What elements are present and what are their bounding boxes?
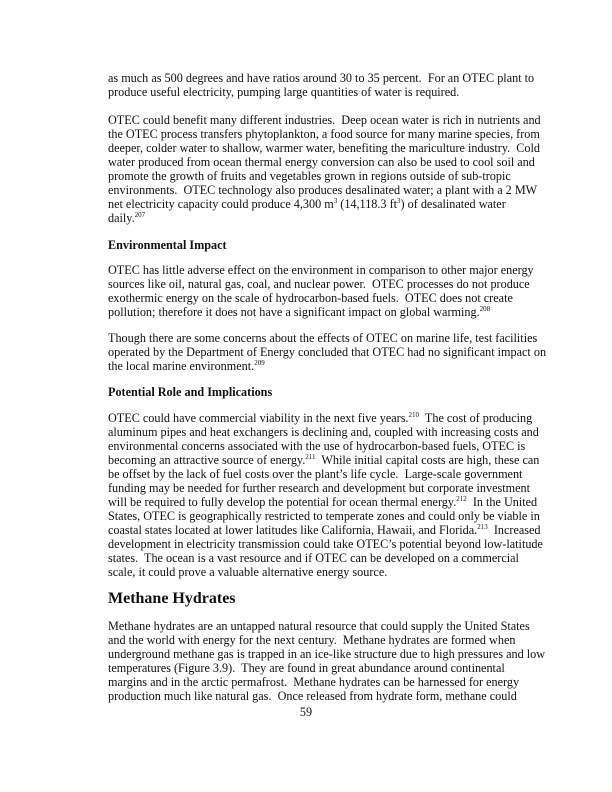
text-line: [108, 345, 547, 359]
text-run: (14,118.3 ft: [337, 197, 398, 211]
text-run: development in electricity transmission could take OTEC’s potential beyond low-latitude: [108, 537, 543, 551]
page-number: 59: [299, 705, 313, 719]
text-run: Methane hydrates are an untapped natural resource that could supply the United States: [108, 619, 530, 633]
text-run: environments. OTEC technology also produces desalinated water; a plant with a 2 MW: [108, 183, 538, 197]
paragraph: [108, 263, 534, 319]
text-run: Though there are some concerns about the effects of OTEC on marine life, test facilities: [108, 331, 538, 345]
text-line: [108, 481, 530, 495]
text-run: sources like oil, natural gas, coal, and nuclear power. OTEC processes do not produce: [108, 277, 530, 291]
text-line: [108, 155, 535, 169]
text-run: underground methane gas is trapped in an ice-like structure due to high pressures and low: [108, 647, 546, 661]
text-line: [108, 263, 534, 277]
text-line: [108, 633, 518, 647]
text-run: daily.: [108, 211, 135, 225]
text-line: [108, 127, 540, 141]
text-line: [108, 467, 523, 481]
text-run: OTEC could have commercial viability in the next five years.: [108, 411, 409, 425]
text-line: [108, 537, 543, 551]
footnote-ref: 3: [397, 197, 401, 205]
text-line: [108, 305, 518, 319]
footnote-ref: 3: [333, 197, 338, 205]
text-line: [108, 523, 541, 537]
text-run: will be required to fully develop the potential for ocean thermal energy.: [108, 495, 457, 509]
text-line: [108, 509, 540, 523]
text-line: [108, 291, 518, 305]
footnote-ref: 207: [134, 211, 146, 219]
paragraph: [108, 411, 543, 579]
section-subheading: Environmental Impact: [108, 238, 227, 252]
text-run: OTEC could benefit many different industries. Deep ocean water is rich in nutrients and: [108, 113, 541, 127]
text-line: [108, 197, 518, 211]
footnote-ref: 212: [456, 495, 467, 503]
text-line: [108, 141, 540, 155]
footnote-ref: 211: [305, 453, 316, 461]
paragraph: [108, 331, 547, 373]
text-line: [108, 277, 530, 291]
text-line: [108, 411, 533, 425]
text-line: [108, 619, 530, 633]
text-run: produce useful electricity, pumping large quantities of water is required.: [108, 85, 460, 99]
text-line: [108, 453, 540, 467]
text-run: pollution; therefore it does not have a significant impact on global warming.: [108, 305, 480, 319]
text-run: ) of desalinated water: [400, 197, 506, 211]
text-run: environmental concerns associated with the use of hydrocarbon-based fuels, OTEC is: [108, 439, 526, 453]
text-line: [108, 675, 518, 689]
text-line: [108, 169, 518, 183]
text-run: In the United: [466, 495, 538, 509]
paragraph: [108, 71, 535, 99]
text-line: [108, 331, 538, 345]
text-run: funding may be needed for further research and development but corporate investment: [108, 481, 530, 495]
text-run: temperatures (Figure 3.9). They are found in great abundance around continental: [108, 661, 505, 675]
text-run: the OTEC process transfers phytoplankton, a food source for many marine species, from: [108, 127, 540, 141]
text-run: production much like natural gas. Once released from hydrate form, methane could: [108, 689, 517, 703]
text-line: [108, 71, 535, 85]
text-run: net electricity capacity could produce 4,300 m: [108, 197, 334, 211]
paragraph: [108, 113, 541, 225]
text-line: [108, 113, 541, 127]
footnote-ref: 210: [408, 411, 420, 419]
text-run: be offset by the lack of fuel costs over the plant’s life cycle. Large-scale government: [108, 467, 523, 481]
text-line: [108, 551, 518, 565]
text-run: states. The ocean is a vast resource and if OTEC can be developed on a commercial: [108, 551, 519, 565]
text-run: promote the growth of fruits and vegetables grown in regions outside of sub-tropic: [108, 169, 511, 183]
text-run: OTEC has little adverse effect on the environment in comparison to other major energy: [108, 263, 534, 277]
section-subheading: Potential Role and Implications: [108, 385, 273, 399]
text-line: [108, 425, 539, 439]
footnote-ref: 208: [479, 305, 491, 313]
text-run: While initial capital costs are high, these can: [315, 453, 540, 467]
text-run: exothermic energy on the scale of hydrocarbon-based fuels. OTEC does not create: [108, 291, 513, 305]
text-line: [108, 495, 538, 509]
text-line: [108, 359, 518, 373]
text-run: coastal states located at lower latitudes like California, Hawaii, and Florida.: [108, 523, 478, 537]
text-run: aluminum pipes and heat exchangers is declining and, coupled with increasing costs and: [108, 425, 539, 439]
text-run: deeper, colder water to shallow, warmer water, benefiting the mariculture industry. Cold: [108, 141, 540, 155]
text-line: [108, 439, 526, 453]
text-run: becoming an attractive source of energy.: [108, 453, 306, 467]
text-run: States, OTEC is geographically restricted to temperate zones and could only be viable in: [108, 509, 540, 523]
text-run: water produced from ocean thermal energy conversion can also be used to cool soil and: [108, 155, 535, 169]
text-run: margins and in the arctic permafrost. Methane hydrates can be harnessed for energy: [108, 675, 520, 689]
footnote-ref: 213: [477, 523, 488, 531]
text-line: [108, 565, 518, 579]
text-line: [108, 689, 518, 703]
text-run: Increased: [487, 523, 541, 537]
section-heading: Methane Hydrates: [108, 590, 236, 607]
text-line: [108, 211, 518, 225]
text-run: scale, it could prove a valuable alternative energy source.: [108, 565, 388, 579]
text-line: [108, 647, 546, 661]
paragraph: [108, 619, 546, 703]
text-run: and the world with energy for the next century. Methane hydrates are formed when: [108, 633, 516, 647]
text-run: operated by the Department of Energy concluded that OTEC had no significant impact on: [108, 345, 547, 359]
text-line: [108, 183, 538, 197]
text-line: [108, 661, 518, 675]
text-line: [108, 85, 518, 99]
text-run: the local marine environment.: [108, 359, 255, 373]
footnote-ref: 209: [254, 359, 265, 367]
text-run: as much as 500 degrees and have ratios around 30 to 35 percent. For an OTEC plant to: [108, 71, 535, 85]
text-run: The cost of producing: [419, 411, 533, 425]
